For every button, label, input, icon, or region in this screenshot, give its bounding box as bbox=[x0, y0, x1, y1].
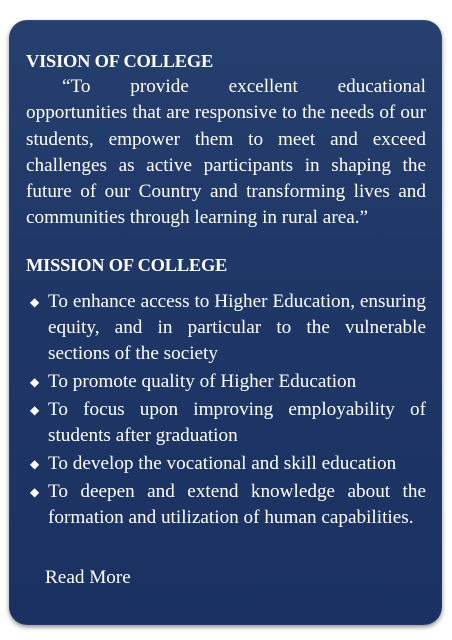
mission-item bbox=[26, 369, 426, 395]
mission-heading: MISSION OF COLLEGE bbox=[26, 254, 228, 275]
mission-list bbox=[26, 289, 426, 532]
mission-item bbox=[26, 397, 426, 450]
mission-item-text: To deepen and extend knowledge about the formation and utilization of human capabilities. bbox=[48, 480, 426, 529]
mission-item bbox=[26, 479, 426, 532]
read-more-link[interactable]: Read More bbox=[45, 566, 131, 588]
vision-heading: VISION OF COLLEGE bbox=[26, 51, 214, 71]
mission-item bbox=[26, 289, 426, 368]
diamond-bullet-icon: ◆ bbox=[30, 457, 40, 472]
mission-item-text: To develop the vocational and skill education bbox=[48, 453, 397, 475]
diamond-bullet-icon: ◆ bbox=[30, 375, 40, 390]
diamond-bullet-icon: ◆ bbox=[30, 402, 40, 417]
mission-item bbox=[26, 451, 426, 477]
diamond-bullet-icon: ◆ bbox=[30, 484, 40, 499]
diamond-bullet-icon: ◆ bbox=[30, 294, 40, 309]
mission-item-text: To focus upon improving employability of students after graduation bbox=[48, 398, 426, 447]
vision-mission-card bbox=[9, 20, 442, 625]
mission-item-text: To promote quality of Higher Education bbox=[48, 371, 357, 393]
mission-item-text: To enhance access to Higher Education, ensuring equity, and in particular to the vulnerable sections of the society bbox=[48, 290, 426, 365]
vision-statement: “To provide excellent educational opportunities that are responsive to the needs of our students, empower them to meet and exceed challenges as active participants in shaping the future of our Country and transforming lives and communities through learning in rural area.” bbox=[26, 76, 426, 229]
